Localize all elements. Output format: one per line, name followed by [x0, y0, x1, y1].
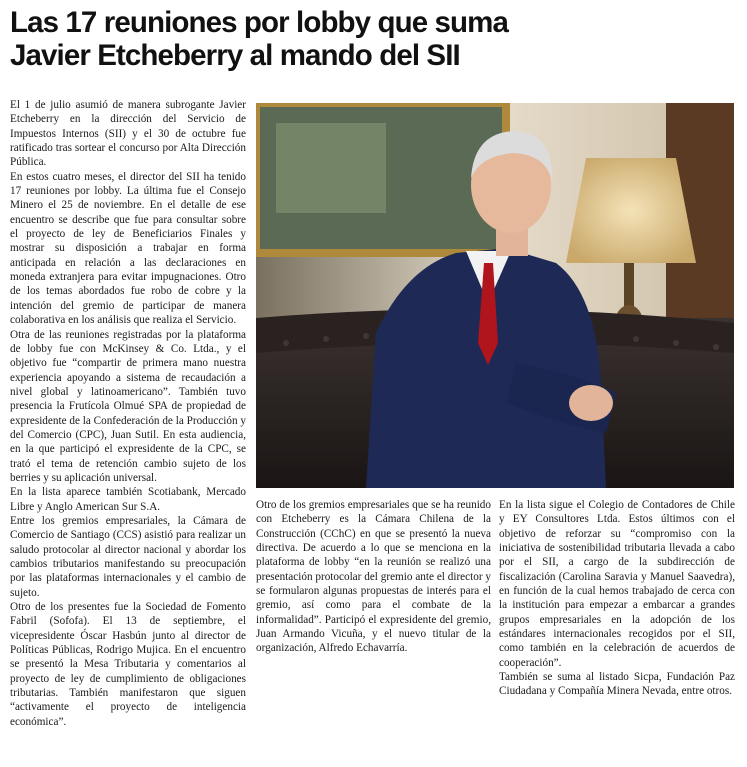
paragraph: El 1 de julio asumió de manera subrogante Javier Etcheberry en la dirección del Servicio de Impuestos Internos (SII) y el 30 de octubre fue ratificado tras sortear el concurso por Alta Dirección Pública. [10, 99, 246, 169]
article-column-1 [10, 98, 246, 762]
paragraph: Entre los gremios empresariales, la Cámara de Comercio de Santiago (CCS) asistió para realizar un saludo protocolar al director nacional y abordar los cambios tributarios manifestando su preocupación por las plataformas internacionales y el cambio de sujeto. [10, 514, 246, 599]
paragraph: Otra de las reuniones registradas por la plataforma de lobby fue con McKinsey & Co. Ltda., y el objetivo fue “compartir de primera mano nuestra experiencia apoyando a sistema de recaudación a nivel global y latinoamericano”. También tuvo presencia la Frutícola Olmué SPA de propiedad de expresidente de la Confederación de la Producción y del Comercio (CPC), Juan Sutil. En esta audiencia, en la que participó el expresidente de la CPC, se trató el tema de retención cambio sujeto de los berries y su aplicación universal. [10, 328, 246, 484]
headline [10, 6, 740, 72]
paragraph: Otro de los gremios empresariales que se ha reunido con Etcheberry es la Cámara Chilena de la Construcción (CChC) en que se presentó la nueva directiva. De acuerdo a lo que se menciona en la plataforma de lobby “en la reunión se realizó una presentación protocolar del gremio ante el director y se formularon algunas propuestas de interés para el gremio, así como para el combate de la informalidad”. Participó el expresidente del gremio, Juan Armando Vicuña, y el nuevo titular de la organización, Alfredo Echavarría. [256, 499, 491, 655]
paragraph: En la lista aparece también Scotiabank, Mercado Libre y Anglo American Sur S.A. [10, 486, 246, 513]
paragraph: Otro de los presentes fue la Sociedad de Fomento Fabril (Sofofa). El 13 de septiembre, el vicepresidente Óscar Hasbún junto al director de Políticas Públicas, Rodrigo Mujica. En el encuentro se presentó la Mesa Tributaria y comentarios al proyecto de ley de cumplimiento de obligaciones tributarias. También manifestaron que siguen “activamente el proyecto de inteligencia económica”. [10, 601, 246, 728]
headline-line-2: Javier Etcheberry al mando del SII [10, 39, 460, 72]
paragraph: En la lista sigue el Colegio de Contadores de Chile y EY Consultores Ltda. Estos últimos con el objetivo de reforzar su “compromiso con la iniciativa de sostenibilidad tributaria llevada a cabo por el SII, a cargo de la subdirección de fiscalización (Carolina Saravia y Manuel Saavedra), en función de la cual hemos trabajado de cerca con la institución para empezar a embarcar a grandes grupos empresariales en la adopción de los estándares internacionales recogidos por el SII, como también en la celebración de acuerdos de cooperación”. [499, 499, 735, 669]
paragraph: También se suma al listado Sicpa, Fundación Paz Ciudadana y Compañía Minera Nevada, entre otros. [499, 671, 735, 698]
portrait-photo [256, 103, 734, 488]
article-column-3 [499, 498, 735, 762]
headline-line-1: Las 17 reuniones por lobby que suma [10, 6, 508, 39]
paragraph: En estos cuatro meses, el director del SII ha tenido 17 reuniones por lobby. La última fue el Consejo Minero el 25 de noviembre. En el detalle de ese encuentro se describe que fue para consultar sobre el proyecto de ley de Beneficiarios Finales y mostrar su disposición a trabajar en forma anticipada en relación a las declaraciones en moneda extranjera para evitar impugnaciones. Otro de los temas abordados fue robo de cobre y la intención del gremio de participar de manera colaborativa en los análisis que realiza el Servicio. [10, 170, 246, 327]
article-column-2 [256, 498, 491, 762]
